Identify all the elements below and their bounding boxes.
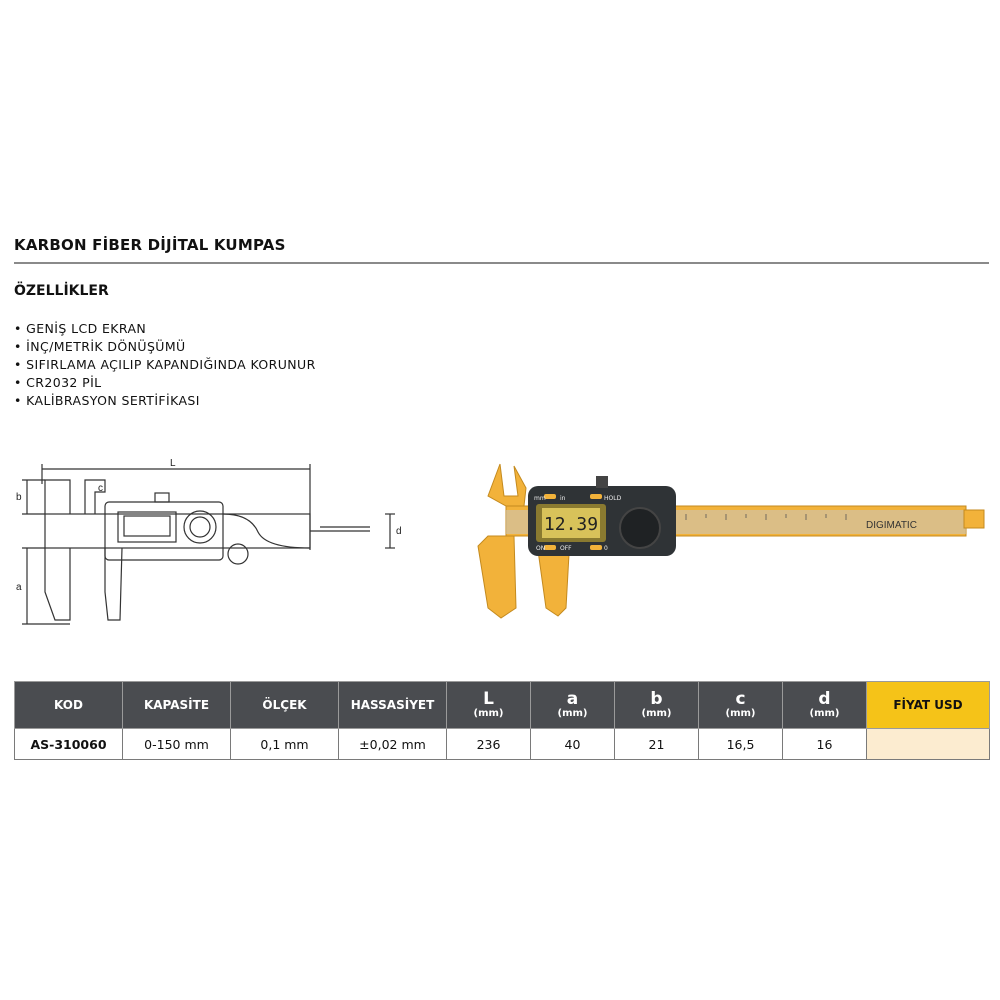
cell-b: 21	[615, 729, 699, 760]
feature-item: • İNÇ/METRİK DÖNÜŞÜMÜ	[14, 338, 316, 356]
cell-c: 16,5	[699, 729, 783, 760]
cell-a: 40	[531, 729, 615, 760]
cell-kapasite: 0-150 mm	[123, 729, 231, 760]
off-button-label: OFF	[560, 545, 572, 552]
cell-kod: AS-310060	[15, 729, 123, 760]
header-fiyat: FİYAT USD	[867, 682, 990, 729]
title-divider	[14, 262, 989, 264]
brand-text: DIGIMATIC	[866, 520, 917, 531]
dimension-label-b: b	[16, 492, 22, 503]
feature-item: • KALİBRASYON SERTİFİKASI	[14, 392, 316, 410]
header-olcek: ÖLÇEK	[231, 682, 339, 729]
caliper-dimension-diagram	[10, 452, 410, 632]
feature-item: • SIFIRLAMA AÇILIP KAPANDIĞINDA KORUNUR	[14, 356, 316, 374]
feature-item: • CR2032 PİL	[14, 374, 316, 392]
header-c: c (mm)	[699, 682, 783, 729]
features-heading: ÖZELLİKLER	[14, 283, 109, 299]
hold-button-label: HOLD	[604, 495, 622, 502]
on-button-label: ON	[536, 545, 546, 552]
header-hassasiyet: HASSASİYET	[339, 682, 447, 729]
header-kapasite: KAPASİTE	[123, 682, 231, 729]
cell-olcek: 0,1 mm	[231, 729, 339, 760]
dimension-label-L: L	[170, 458, 176, 469]
table-row	[15, 729, 990, 760]
spec-table	[14, 681, 990, 760]
caliper-product-image	[466, 458, 992, 628]
cell-hassasiyet: ±0,02 mm	[339, 729, 447, 760]
cell-L: 236	[447, 729, 531, 760]
feature-item: • GENİŞ LCD EKRAN	[14, 320, 316, 338]
features-list	[14, 320, 316, 410]
header-a: a (mm)	[531, 682, 615, 729]
header-b: b (mm)	[615, 682, 699, 729]
table-header-row	[15, 682, 990, 729]
header-kod: KOD	[15, 682, 123, 729]
dimension-label-d: d	[396, 526, 402, 537]
mm-button-label: mm	[534, 495, 546, 502]
in-button-label: in	[560, 495, 566, 502]
dimension-label-a: a	[16, 582, 22, 593]
cell-fiyat	[867, 729, 990, 760]
header-d: d (mm)	[783, 682, 867, 729]
header-L: L (mm)	[447, 682, 531, 729]
zero-button-label: 0	[604, 545, 608, 552]
product-title: KARBON FİBER DİJİTAL KUMPAS	[14, 236, 286, 254]
dimension-label-c: c	[98, 483, 103, 494]
cell-d: 16	[783, 729, 867, 760]
lcd-reading: 12.39	[543, 514, 599, 535]
